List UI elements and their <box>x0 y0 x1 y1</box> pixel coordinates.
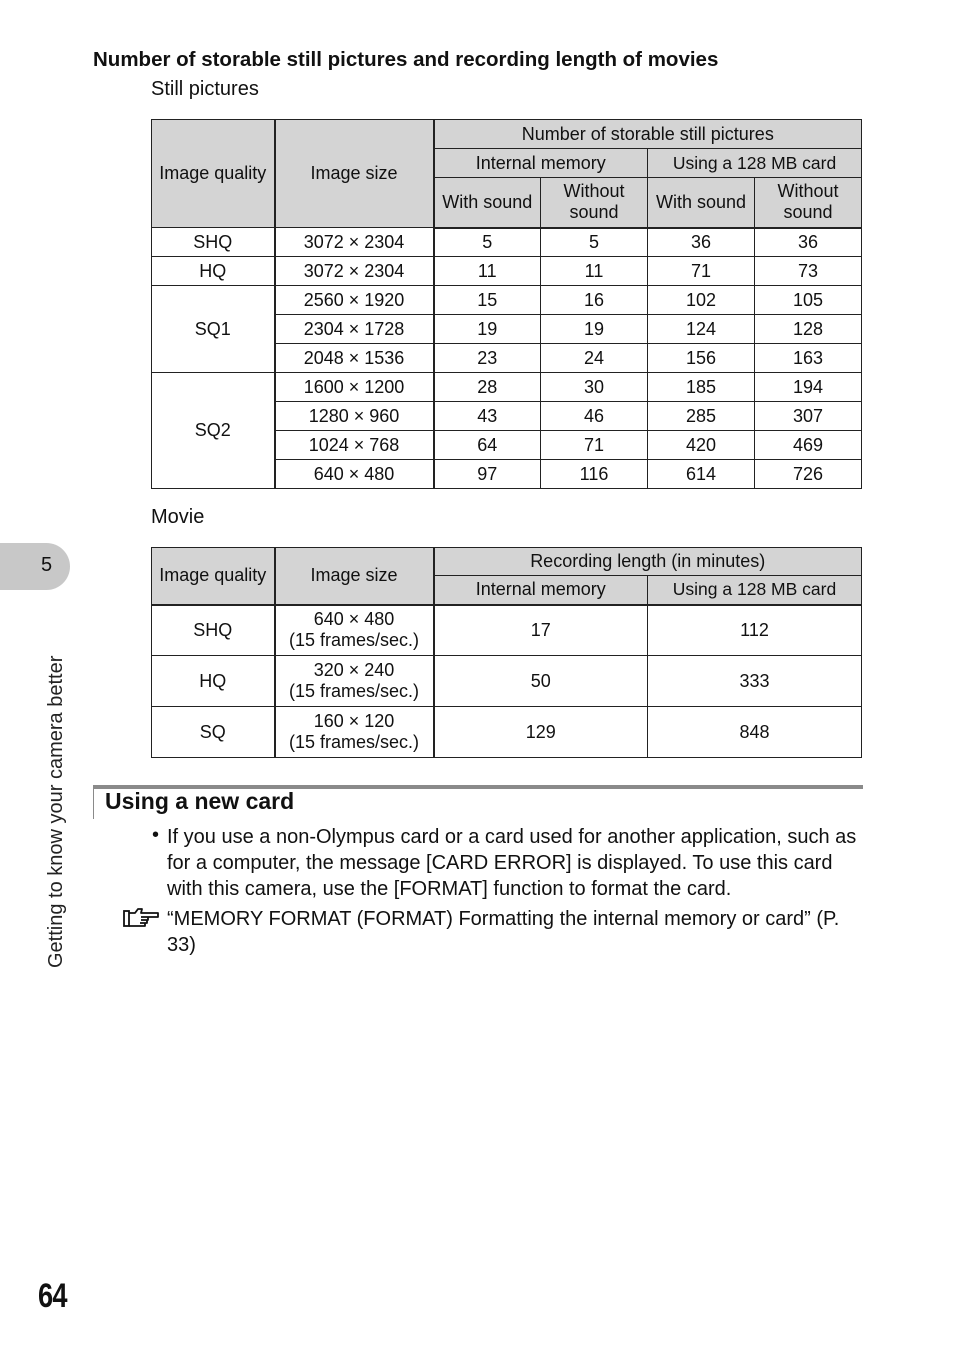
quality-cell: HQ <box>152 656 275 707</box>
value-cell: 24 <box>541 344 648 373</box>
size-cell: 1280 × 960 <box>275 402 434 431</box>
value-cell: 185 <box>648 373 755 402</box>
value-cell: 726 <box>755 460 862 489</box>
frame-rate: (15 frames/sec.) <box>288 681 420 701</box>
movie-table <box>151 547 862 758</box>
table-row <box>152 257 862 286</box>
still-pictures-table <box>151 119 862 489</box>
value-cell: 128 <box>755 315 862 344</box>
value-cell: 46 <box>541 402 648 431</box>
header-128mb-card: Using a 128 MB card <box>648 576 862 605</box>
section-title: Using a new card <box>105 788 295 814</box>
value-cell: 28 <box>434 373 541 402</box>
value-cell: 5 <box>434 228 541 257</box>
value-cell: 43 <box>434 402 541 431</box>
value-cell: 19 <box>434 315 541 344</box>
value-cell: 194 <box>755 373 862 402</box>
value-cell: 469 <box>755 431 862 460</box>
header-storable-group: Number of storable still pictures <box>434 120 862 149</box>
value-cell: 15 <box>434 286 541 315</box>
size-cell: 1600 × 1200 <box>275 373 434 402</box>
value-cell: 163 <box>755 344 862 373</box>
size-cell <box>275 707 434 758</box>
quality-cell: HQ <box>152 257 275 286</box>
value-cell: 71 <box>541 431 648 460</box>
value-cell: 105 <box>755 286 862 315</box>
value-cell: 36 <box>648 228 755 257</box>
table-row <box>152 656 862 707</box>
frame-rate: (15 frames/sec.) <box>288 732 420 752</box>
quality-cell: SHQ <box>152 605 275 656</box>
value-cell: 124 <box>648 315 755 344</box>
pointing-hand-icon <box>121 906 161 932</box>
value-cell: 112 <box>648 605 862 656</box>
quality-cell: SHQ <box>152 228 275 257</box>
table-row <box>152 373 862 402</box>
page-number: 64 <box>38 1277 67 1315</box>
value-cell: 285 <box>648 402 755 431</box>
value-cell: 307 <box>755 402 862 431</box>
table-row <box>152 286 862 315</box>
bullet-mark: • <box>152 824 160 846</box>
value-cell: 11 <box>541 257 648 286</box>
section-heading: Number of storable still pictures and recording length of movies <box>93 48 719 71</box>
value-cell: 11 <box>434 257 541 286</box>
section-marker <box>93 789 94 819</box>
header-image-size: Image size <box>275 548 434 605</box>
table-row <box>152 707 862 758</box>
size-cell: 2560 × 1920 <box>275 286 434 315</box>
value-cell: 36 <box>755 228 862 257</box>
header-128mb-card: Using a 128 MB card <box>648 149 862 178</box>
value-cell: 19 <box>541 315 648 344</box>
header-internal-memory: Internal memory <box>434 576 648 605</box>
size-cell: 640 × 480 <box>275 460 434 489</box>
size-value: 160 × 120 <box>313 711 395 731</box>
quality-cell: SQ1 <box>152 286 275 373</box>
value-cell: 129 <box>434 707 648 758</box>
value-cell: 333 <box>648 656 862 707</box>
value-cell: 97 <box>434 460 541 489</box>
quality-cell: SQ2 <box>152 373 275 489</box>
value-cell: 64 <box>434 431 541 460</box>
frame-rate: (15 frames/sec.) <box>288 630 420 651</box>
value-cell: 102 <box>648 286 755 315</box>
value-cell: 116 <box>541 460 648 489</box>
value-cell: 50 <box>434 656 648 707</box>
chapter-title: Getting to know your camera better <box>45 655 67 968</box>
size-cell <box>275 605 434 656</box>
header-with-sound: With sound <box>648 178 755 228</box>
size-cell: 3072 × 2304 <box>275 257 434 286</box>
size-cell: 2304 × 1728 <box>275 315 434 344</box>
value-cell: 73 <box>755 257 862 286</box>
bullet-paragraph: If you use a non-Olympus card or a card used for another application, such as for a computer, the message [CARD ERROR] is displayed. To use this card with this camera, use the [FORMAT] function to format the card. <box>167 826 857 900</box>
size-value: 320 × 240 <box>313 660 395 680</box>
header-recording-group: Recording length (in minutes) <box>434 548 862 576</box>
quality-cell: SQ <box>152 707 275 758</box>
size-cell: 3072 × 2304 <box>275 228 434 257</box>
value-cell: 614 <box>648 460 755 489</box>
value-cell: 420 <box>648 431 755 460</box>
value-cell: 5 <box>541 228 648 257</box>
table-row <box>152 228 862 257</box>
value-cell: 156 <box>648 344 755 373</box>
size-cell: 1024 × 768 <box>275 431 434 460</box>
table-row <box>152 605 862 656</box>
value-cell: 71 <box>648 257 755 286</box>
value-cell: 23 <box>434 344 541 373</box>
header-image-quality: Image quality <box>152 120 275 228</box>
header-with-sound: With sound <box>434 178 541 228</box>
value-cell: 17 <box>434 605 648 656</box>
header-image-quality: Image quality <box>152 548 275 605</box>
size-cell <box>275 656 434 707</box>
header-internal-memory: Internal memory <box>434 149 648 178</box>
value-cell: 30 <box>541 373 648 402</box>
reference-text: “MEMORY FORMAT (FORMAT) Formatting the internal memory or card” (P. 33) <box>167 908 840 956</box>
chapter-tab <box>0 543 70 590</box>
movie-label: Movie <box>151 506 205 528</box>
chapter-number: 5 <box>41 554 53 576</box>
still-pictures-label: Still pictures <box>151 78 259 100</box>
size-cell: 2048 × 1536 <box>275 344 434 373</box>
header-without-sound: Without sound <box>755 178 862 228</box>
value-cell: 16 <box>541 286 648 315</box>
value-cell: 848 <box>648 707 862 758</box>
header-without-sound: Without sound <box>541 178 648 228</box>
size-value: 640 × 480 <box>313 609 395 630</box>
header-image-size: Image size <box>275 120 434 228</box>
